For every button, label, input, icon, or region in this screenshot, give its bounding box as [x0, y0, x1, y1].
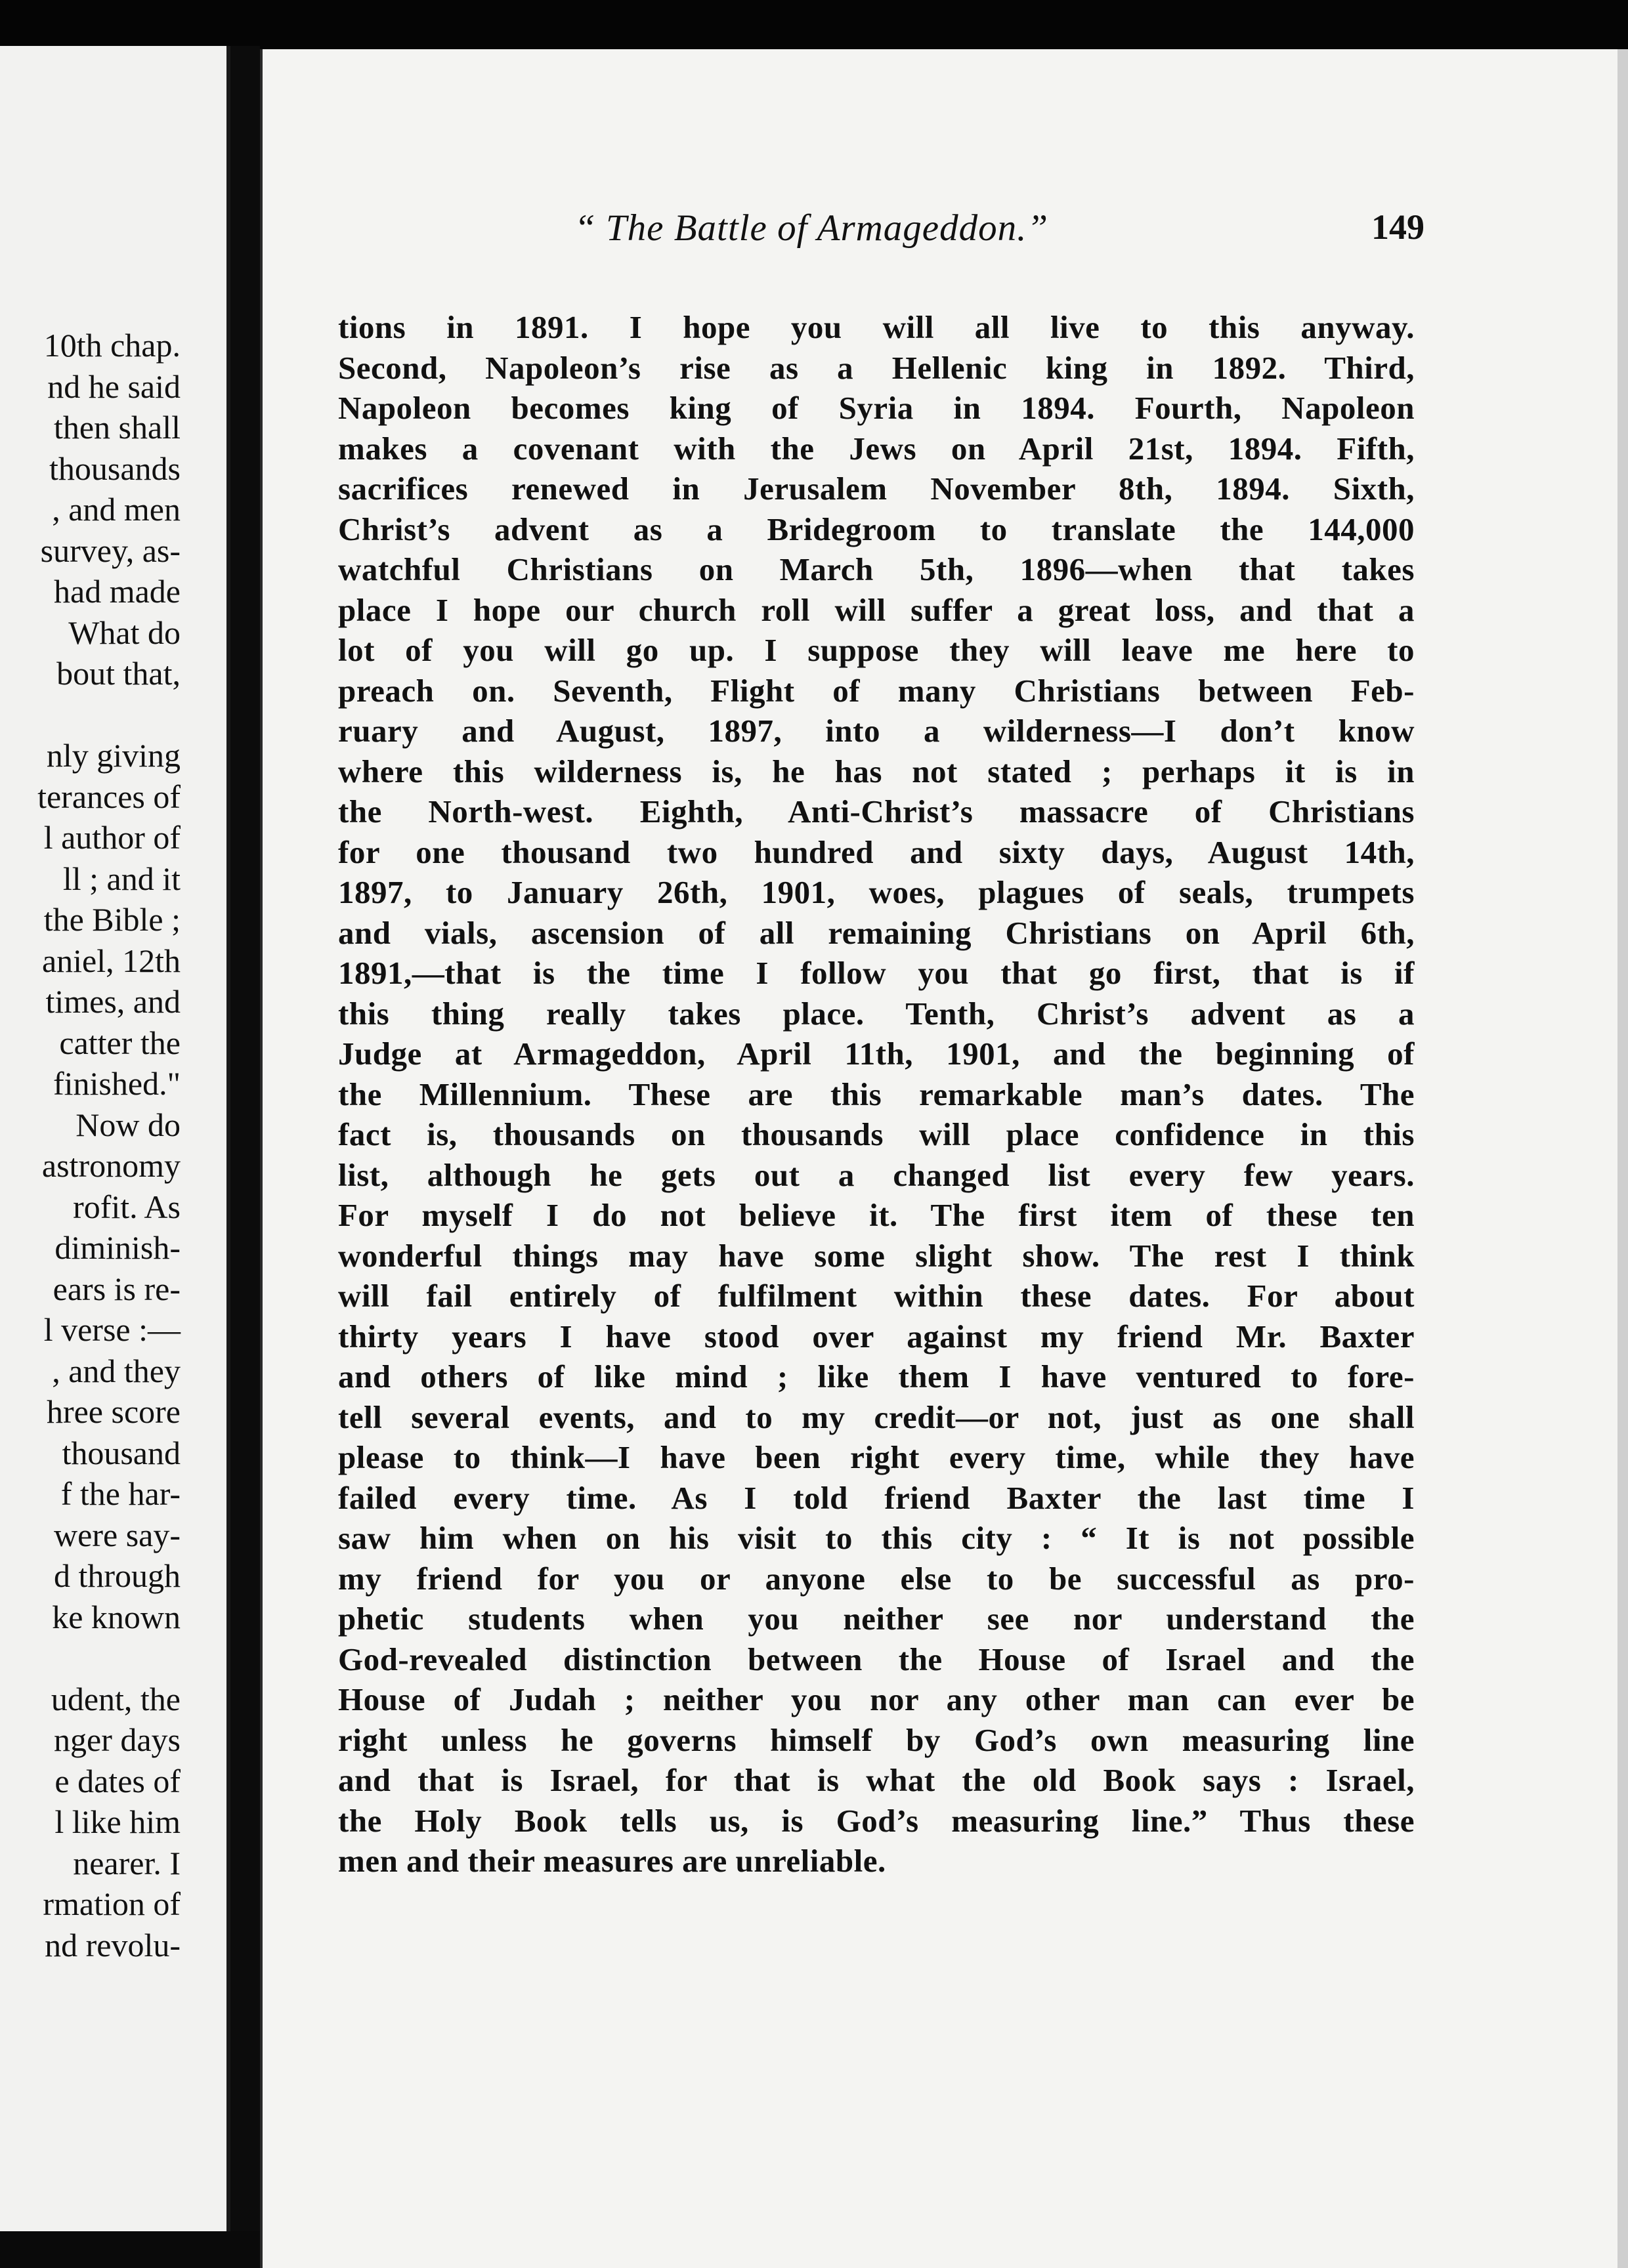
text-line: list, although he gets out a changed list every few years.	[338, 1156, 1415, 1193]
text-line: and others of like mind ; like them I have ventured to fore-	[338, 1358, 1415, 1395]
text-line: sacrifices renewed in Jerusalem November 8th, 1894. Sixth,	[338, 471, 1415, 507]
text-line: lot of you will go up. I suppose they will leave me here to	[338, 632, 1415, 668]
text-line: Second, Napoleon’s rise as a Hellenic king in 1892. Third,	[338, 349, 1415, 386]
text-line: aniel, 12th	[41, 942, 181, 979]
text-line: where this wilderness is, he has not stated ; perhaps it is in	[338, 753, 1415, 789]
text-line: l like him	[54, 1803, 181, 1840]
text-line: udent, the	[51, 1680, 181, 1717]
text-line: ruary and August, 1897, into a wilderness—I don’t know	[338, 713, 1415, 749]
text-line: Napoleon becomes king of Syria in 1894. Fourth, Napoleon	[338, 390, 1415, 426]
text-line: failed every time. As I told friend Baxter the last time I	[338, 1479, 1415, 1516]
text-line: the Bible ;	[43, 901, 181, 938]
text-line: place I hope our church roll will suffer a great loss, and that a	[338, 591, 1415, 628]
text-line: nger days	[54, 1721, 181, 1758]
text-line	[0, 1637, 181, 1679]
text-line: 10th chap.	[43, 327, 181, 364]
text-line: and that is Israel, for that is what the old Book says : Israel,	[338, 1762, 1415, 1798]
text-line: bout that,	[56, 655, 181, 692]
text-line: makes a covenant with the Jews on April 21st, 1894. Fifth,	[338, 430, 1415, 467]
text-line: the Holy Book tells us, is God’s measuring line.” Thus these	[338, 1802, 1415, 1839]
page-header	[315, 207, 1424, 259]
text-line: ll ; and it	[62, 860, 181, 897]
text-line: terances of	[37, 778, 181, 815]
text-line: survey, as-	[40, 532, 181, 569]
text-line: astronomy	[41, 1147, 181, 1184]
text-line: nly giving	[46, 737, 181, 774]
text-line: nd revolu-	[45, 1926, 181, 1964]
text-line: tions in 1891. I hope you will all live to this anyway.	[338, 309, 1415, 345]
text-line: God-revealed distinction between the House of Israel and the	[338, 1641, 1415, 1677]
text-line: House of Judah ; neither you nor any other man can ever be	[338, 1681, 1415, 1717]
text-line: Judge at Armageddon, April 11th, 1901, and the beginning of	[338, 1036, 1415, 1072]
text-line: thousands	[49, 450, 181, 487]
text-line: men and their measures are unreliable.	[338, 1843, 886, 1879]
text-line: preach on. Seventh, Flight of many Christians between Feb-	[338, 672, 1415, 709]
text-line: finished."	[53, 1065, 181, 1102]
text-line: times, and	[45, 983, 181, 1020]
text-line: were say-	[54, 1516, 181, 1553]
text-line: right unless he governs himself by God’s own measuring line	[338, 1721, 1415, 1758]
left-page	[0, 46, 230, 2231]
text-line: f the har-	[60, 1475, 181, 1512]
text-line: Christ’s advent as a Bridegroom to translate the 144,000	[338, 511, 1415, 547]
text-line: nd he said	[47, 368, 181, 405]
text-line: For myself I do not believe it. The first item of these ten	[338, 1197, 1415, 1233]
text-line: , and they	[52, 1352, 181, 1389]
text-line: please to think—I have been right every time, while they have	[338, 1439, 1415, 1475]
text-line: for one thousand two hundred and sixty days, August 14th,	[338, 833, 1415, 870]
text-line: rofit. As	[73, 1188, 181, 1225]
text-line: hree score	[46, 1393, 181, 1430]
text-line: ke known	[52, 1598, 181, 1635]
left-page-text	[0, 325, 181, 1965]
text-line: d through	[53, 1557, 181, 1594]
text-line: will fail entirely of fulfilment within these dates. For about	[338, 1278, 1415, 1314]
text-line: then shall	[53, 409, 181, 446]
text-line: my friend for you or anyone else to be successful as pro-	[338, 1560, 1415, 1597]
text-line: 1897, to January 26th, 1901, woes, plagues of seals, trumpets	[338, 874, 1415, 910]
text-line: ears is re-	[53, 1270, 181, 1307]
text-line: phetic students when you neither see nor understand the	[338, 1601, 1415, 1637]
text-line: rmation of	[43, 1885, 181, 1922]
text-line: had made	[54, 573, 181, 610]
text-line: thirty years I have stood over against my friend Mr. Baxter	[338, 1318, 1415, 1354]
text-line: this thing really takes place. Tenth, Christ’s advent as a	[338, 995, 1415, 1032]
text-line: l author of	[43, 819, 181, 856]
text-line: e dates of	[54, 1762, 181, 1799]
text-line: Now do	[75, 1106, 181, 1143]
text-line: the North-west. Eighth, Anti-Christ’s massacre of Christians	[338, 793, 1415, 830]
page-number: 149	[1371, 207, 1424, 247]
text-line: , and men	[52, 491, 181, 528]
running-head: “ The Battle of Armageddon.”	[574, 207, 1049, 249]
text-line: wonderful things may have some slight show. The rest I think	[338, 1237, 1415, 1274]
text-line: 1891,—that is the time I follow you that go first, that is if	[338, 955, 1415, 991]
text-line: diminish-	[54, 1229, 181, 1266]
text-line: watchful Christians on March 5th, 1896—when that takes	[338, 551, 1415, 587]
text-line: and vials, ascension of all remaining Christians on April 6th,	[338, 914, 1415, 951]
page-edge	[1617, 49, 1628, 2268]
text-line: fact is, thousands on thousands will place confidence in this	[338, 1116, 1415, 1152]
text-line: l verse :—	[43, 1311, 181, 1348]
book-gutter	[230, 46, 260, 2231]
text-line: thousand	[62, 1434, 181, 1471]
text-line: saw him when on his visit to this city : “ It is not possible	[338, 1520, 1415, 1556]
text-line: catter the	[59, 1024, 181, 1061]
text-line	[0, 694, 181, 736]
scan-border-top	[0, 0, 1628, 52]
text-line: the Millennium. These are this remarkable man’s dates. The	[338, 1076, 1415, 1112]
text-line: tell several events, and to my credit—or not, just as one shall	[338, 1398, 1415, 1435]
body-text	[338, 307, 1415, 1881]
text-line: nearer. I	[73, 1844, 181, 1881]
text-line: What do	[68, 614, 181, 651]
